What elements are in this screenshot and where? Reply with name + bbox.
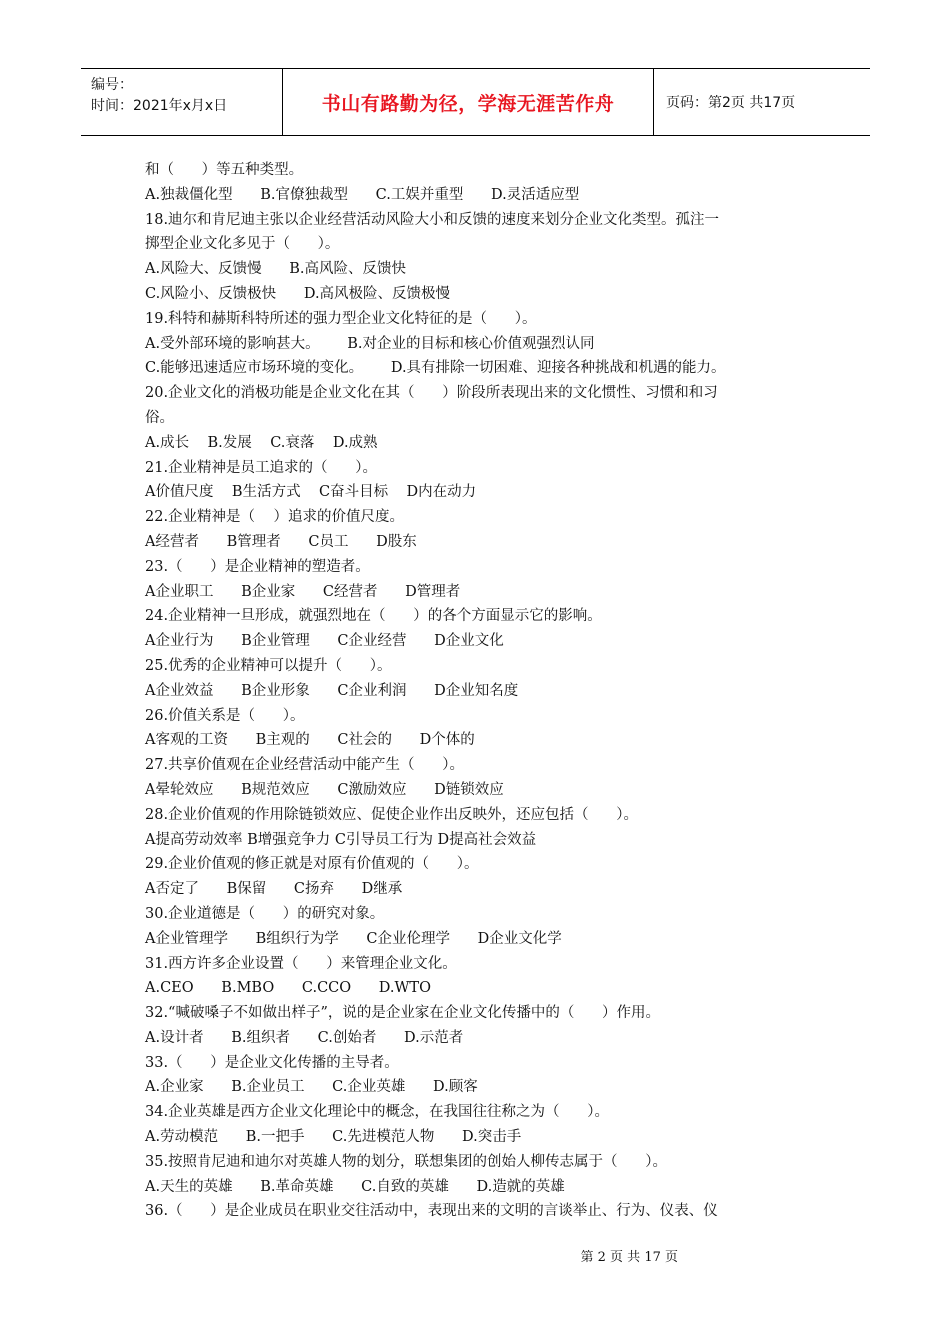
text-line: A企业职工 B企业家 C经营者 D管理者 — [145, 583, 461, 600]
text-line: C.风险小、反馈极快 D.高风极险、反馈极慢 — [145, 285, 451, 302]
text-line: 和（ ）等五种类型。 — [145, 162, 304, 178]
text-line: 34.企业英雄是西方企业文化理论中的概念，在我国往往称之为（ ）。 — [145, 1104, 609, 1121]
text-line: A客观的工资 B主观的 C社会的 D个体的 — [145, 732, 475, 749]
text-line: 24.企业精神一旦形成，就强烈地在（ ）的各个方面显示它的影响。 — [145, 608, 602, 625]
text-line: A经营者 B管理者 C员工 D股东 — [145, 533, 417, 550]
text-line: A否定了 B保留 C扬弃 D继承 — [145, 881, 403, 898]
text-line: A企业效益 B企业形象 C企业利润 D企业知名度 — [145, 682, 519, 699]
text-line: 21.企业精神是员工追求的（ ）。 — [145, 459, 377, 476]
text-line: A.受外部环境的影响甚大。 B.对企业的目标和核心价值观强烈认同 — [145, 335, 595, 352]
text-line: 35.按照肯尼迪和迪尔对英雄人物的划分，联想集团的创始人柳传志属于（ ）。 — [145, 1153, 667, 1170]
text-line: 31.西方许多企业设置（ ）来管理企业文化。 — [145, 955, 457, 972]
text-line: 26.价值关系是（ ）。 — [145, 707, 305, 724]
text-line: 23.（ ）是企业精神的塑造者。 — [145, 558, 370, 575]
text-line: 22.企业精神是（ ）追求的价值尺度。 — [145, 509, 404, 526]
text-line: 18.迪尔和肯尼迪主张以企业经营活动风险大小和反馈的速度来划分企业文化类型。孤注一 — [145, 211, 720, 228]
doc-date-label: 时间：2021年x月x日 — [91, 98, 228, 114]
text-line: 30.企业道德是（ ）的研究对象。 — [145, 905, 385, 922]
text-line: 36.（ ）是企业成员在职业交往活动中，表现出来的文明的言谈举止、行为、仪表、仪 — [145, 1203, 718, 1220]
header-motto: 书山有路勤为径，学海无涯苦作舟 — [283, 69, 654, 135]
text-line: A.劳动模范 B.一把手 C.先进模范人物 D.突击手 — [145, 1129, 522, 1146]
text-line: A企业行为 B企业管理 C企业经营 D企业文化 — [145, 633, 504, 650]
text-line: A.设计者 B.组织者 C.创始者 D.示范者 — [145, 1029, 464, 1046]
text-line: 28.企业价值观的作用除链锁效应、促使企业作出反映外，还应包括（ ）。 — [145, 806, 638, 823]
text-line: 27.共享价值观在企业经营活动中能产生（ ）。 — [145, 757, 464, 774]
header-meta-cell — [81, 69, 283, 135]
text-line: A.天生的英雄 B.革命英雄 C.自致的英雄 D.造就的英雄 — [145, 1178, 565, 1195]
text-line: 33.（ ）是企业文化传播的主导者。 — [145, 1054, 399, 1071]
text-line: 掷型企业文化多见于（ ）。 — [145, 236, 340, 253]
text-line: 32.“喊破嗓子不如做出样子”，说的是企业家在企业文化传播中的（ ）作用。 — [145, 1005, 661, 1022]
doc-number-label: 编号： — [91, 77, 133, 93]
text-line: C.能够迅速适应市场环境的变化。 D.具有排除一切困难、迎接各种挑战和机遇的能力。 — [145, 360, 726, 377]
page-header — [81, 68, 870, 136]
document-body — [145, 158, 815, 1224]
text-line: A.成长 B.发展 C.衰落 D.成熟 — [145, 434, 378, 451]
text-line: A.独裁僵化型 B.官僚独裁型 C.工娱并重型 D.灵活适应型 — [145, 186, 580, 203]
text-line: 29.企业价值观的修正就是对原有价值观的（ ）。 — [145, 856, 479, 873]
header-page-label: 页码：第2页 共17页 — [666, 95, 796, 111]
text-line: A.企业家 B.企业员工 C.企业英雄 D.顾客 — [145, 1079, 478, 1096]
text-line: A价值尺度 B生活方式 C奋斗目标 D内在动力 — [145, 484, 477, 501]
text-line: 25.优秀的企业精神可以提升（ ）。 — [145, 657, 392, 674]
text-line: A企业管理学 B组织行为学 C企业伦理学 D企业文化学 — [145, 930, 562, 947]
text-line: 20.企业文化的消极功能是企业文化在其（ ）阶段所表现出来的文化惯性、习惯和和习 — [145, 385, 718, 402]
text-line: A提高劳动效率 B增强竞争力 C引导员工行为 D提高社会效益 — [145, 831, 537, 848]
page-footer: 第 2 页 共 17 页 — [580, 1250, 678, 1265]
text-line: 19.科特和赫斯科特所述的强力型企业文化特征的是（ ）。 — [145, 310, 537, 327]
text-line: A.风险大、反馈慢 B.高风险、反馈快 — [145, 261, 406, 278]
text-line: 俗。 — [145, 409, 174, 426]
text-line: A晕轮效应 B规范效应 C激励效应 D链锁效应 — [145, 781, 504, 798]
text-line: A.CEO B.MBO C.CCO D.WTO — [145, 980, 431, 997]
